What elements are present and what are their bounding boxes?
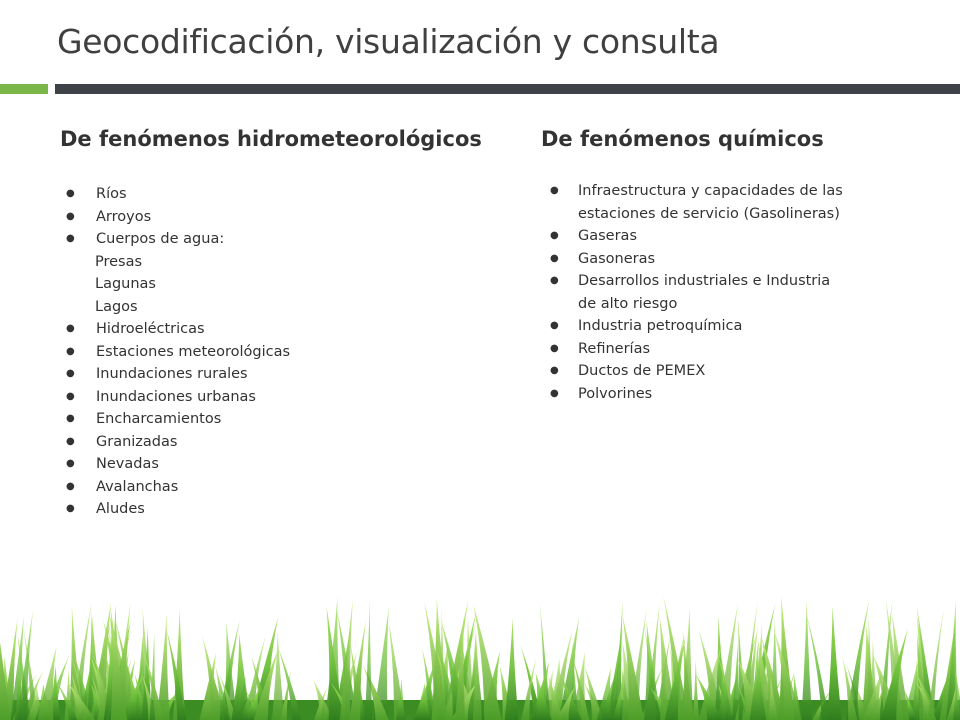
list-item: ● Refinerías [548,338,848,361]
bullet-icon: ● [66,503,75,514]
list-item: ● Encharcamientos [64,408,484,431]
title-divider-bar [55,84,960,94]
bullet-icon: ● [550,252,559,264]
list-item: ● Hidroeléctricas [64,318,484,341]
grass-image [0,590,960,720]
bullet-icon: ● [66,458,75,469]
list-item: ● Ductos de PEMEX [548,360,848,383]
list-item: ● Ríos [64,183,484,206]
left-column-heading: De fenómenos hidrometeorológicos [60,127,482,151]
bullet-icon: ● [66,323,75,334]
bullet-icon: ● [550,320,559,331]
bullet-icon: ● [550,387,559,399]
hydromet-list [64,183,484,521]
list-item: ● Gasoneras [548,248,848,271]
bullet-icon: ● [550,230,559,241]
slide-title: Geocodificación, visualización y consulta [57,22,720,61]
bullet-icon: ● [66,233,75,244]
list-item: ● Infraestructura y capacidades de las estaciones de servicio (Gasolineras) [548,180,848,225]
sub-list-item: Presas [95,253,143,270]
bullet-icon: ● [66,390,75,402]
list-item: ● Nevadas [64,453,484,476]
sub-list-item: Lagunas [95,276,156,292]
bullet-icon: ● [550,342,559,354]
list-item: ● Aludes [64,498,484,521]
bullet-icon: ● [66,188,75,199]
bullet-icon: ● [550,365,559,376]
bullet-icon: ● [66,368,75,379]
list-item: ● Desarrollos industriales e Industria de alto riesgo [548,270,848,315]
sub-list-item: Lagos [95,298,138,315]
list-item: ● Arroyos [64,206,484,229]
bullet-icon: ● [66,413,75,424]
list-item: ● Granizadas [64,431,484,454]
list-item: ● Avalanchas [64,476,484,499]
bullet-icon: ● [66,435,75,447]
bullet-icon: ● [66,480,75,492]
chemical-list [548,180,848,405]
list-item: ● Estaciones meteorológicas [64,341,484,364]
bullet-icon: ● [550,185,559,196]
bullet-icon: ● [66,210,75,222]
bullet-icon: ● [66,345,75,357]
right-column-heading: De fenómenos químicos [541,127,824,151]
bullet-icon: ● [550,275,559,286]
list-item: ● Industria petroquímica [548,315,848,338]
list-item: ● Polvorines [548,383,848,406]
list-item: ● Gaseras [548,225,848,248]
list-item: ● Cuerpos de agua: [64,228,484,251]
list-item: ● Inundaciones urbanas [64,386,484,409]
list-item: ● Inundaciones rurales [64,363,484,386]
title-accent-bar [0,84,48,94]
